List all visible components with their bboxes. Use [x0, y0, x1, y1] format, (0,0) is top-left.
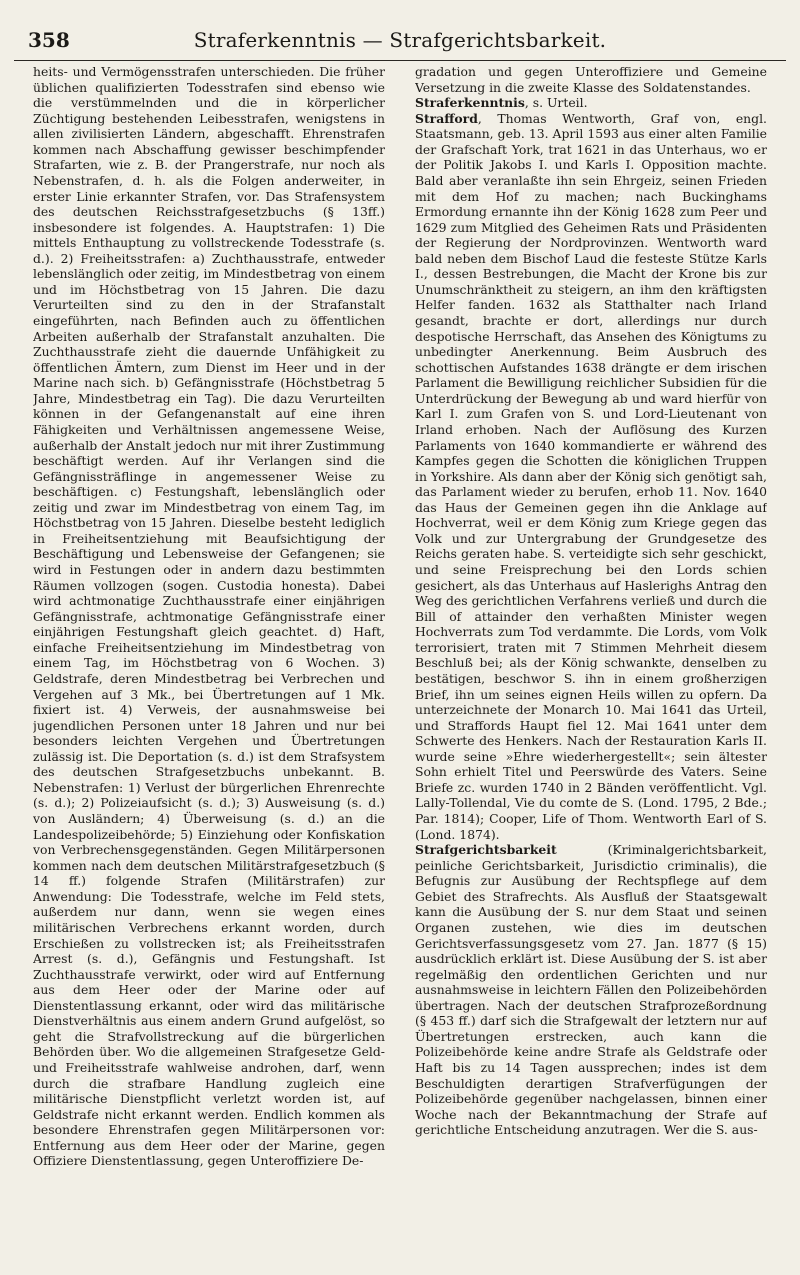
entry-body: (Kriminalgerichtsbarkeit, peinliche Gerichtsbarkeit, Jurisdictio criminalis), die Befugnis zur Ausübung der Rechtspflege auf dem Gebiet des Strafrechts. Als Ausfluß der Staatsgewalt kann die Ausübung der S. nur dem Staat und seinen Organen zustehen, wie dies im deutschen Gerichtsverfassungsgesetz vom 27. Jan. 1877 (§ 15) ausdrücklich erklärt ist. Diese Ausübung der S. ist aber regelmäßig den ordentlichen Gerichten und nur ausnahmsweise in leichtern Fällen den Polizeibehörden übertragen. Nach der deutschen Strafprozeßordnung (§ 453 ff.) darf sich die Strafgewalt der letztern nur auf Übertretungen erstrecken, auch kann die Polizeibehörde keine andre Strafe als Geldstrafe oder Haft bis zu 14 Tagen aussprechen; indes ist dem Beschuldigten derartigen Strafverfügungen der Polizeibehörde gegenüber nachgelassen, binnen einer Woche nach der Bekanntmachung der Strafe auf gerichtliche Entscheidung anzutragen. Wer die S. aus-: [415, 842, 767, 1138]
entry-body: , Thomas Wentworth, Graf von, engl. Staatsmann, geb. 13. April 1593 aus einer alten Familie der Grafschaft York, trat 1621 in das Unterhaus, wo er der Politik Jakobs I. und Karls I. Opposition machte. Bald aber veranlaßte ihn sein Ehrgeiz, seinen Frieden mit dem Hof zu machen; nach Buckinghams Ermordung ernannte ihn der König 1628 zum Peer und 1629 zum Mitglied des Geheimen Rats und Präsidenten der Regierung der Nordprovinzen. Wentworth ward bald neben dem Bischof Laud die festeste Stütze Karls I., dessen Bestrebungen, die Macht der Krone bis zur Unumschränktheit zu steigern, an ihm den kräftigsten Helfer fanden. 1632 als Statthalter nach Irland gesandt, brachte er dort, allerdings nur durch despotische Herrschaft, das Ansehen des Königtums zu unbedingter Anerkennung. Beim Ausbruch des schottischen Aufstandes 1638 drängte er dem irischen Parlament die Bewilligung reichlicher Subsidien für die Unterdrückung der Bewegung ab und ward hierfür von Karl I. zum Grafen von S. und Lord-Lieutenant von Irland erhoben. Nach der Auflösung des Kurzen Parlaments von 1640 kommandierte er während des Kampfes gegen die Schotten die königlichen Truppen in Yorkshire. Als dann aber der König sich genötigt sah, das Parlament wieder zu berufen, erhob 11. Nov. 1640 das Haus der Gemeinen gegen ihn die Anklage auf Hochverrat, weil er dem König zum Kriege gegen das Volk und zur Untergrabung der Grundgesetze des Reichs geraten habe. S. verteidigte sich sehr geschickt, und seine Freisprechung bei den Lords schien gesichert, als das Unterhaus auf Haslerighs Antrag den Weg des gerichtlichen Verfahrens verließ und durch die Bill of attainder den verhaßten Minister wegen Hochverrats zum Tod verdammte. Die Lords, vom Volk terrorisiert, traten mit 7 Stimmen Mehrheit diesem Beschluß bei; als der König schwankte, denselben zu bestätigen, beschwor S. ihn in einem großherzigen Brief, ihn um seines eignen Heils willen zu opfern. Da unterzeichnete der Monarch 10. Mai 1641 das Urteil, und Straffords Haupt fiel 12. Mai 1641 unter dem Schwerte des Henkers. Nach der Restauration Karls II. wurde seine »Ehre wiederhergestellt«; sein ältester Sohn erhielt Titel und Peerswürde des Vaters. Seine Briefe zc. wurden 1740 in 2 Bänden veröffentlicht. Vgl. Lally-Tollendal, Vie du comte de S. (Lond. 1795, 2 Bde.; Par. 1814); Cooper, Life of Thom. Wentworth Earl of S. (Lond. 1874).: [415, 110, 767, 842]
entry-strafgerichtsbarkeit: [415, 842, 767, 1138]
headword-straferkenntnis: Straferkenntnis: [415, 95, 525, 111]
article-text-strafe-continued: heits- und Vermögensstrafen unterschieden. Die früher üblichen qualifizierten Todesstrafen sind ebenso wie die verstümmelnden und die in körperlicher Züchtigung bestehenden Leibesstrafen, wenigstens in allen zivilisierten Ländern, abgeschafft. Ehrenstrafen kommen nach Abschaffung gewisser beschimpfender Strafarten, wie z. B. der Prangerstrafe, nur noch als Nebenstrafen, d. h. als die Folgen anderweiter, in erster Linie erkannter Strafen, vor. Das Strafensystem des deutschen Reichsstrafgesetzbuchs (§ 13ff.) insbesondere ist folgendes. A. Hauptstrafen: 1) Die mittels Enthauptung zu vollstreckende Todesstrafe (s. d.). 2) Freiheitsstrafen: a) Zuchthausstrafe, entweder lebenslänglich oder zeitig, im Mindestbetrag von einem und im Höchstbetrag von 15 Jahren. Die dazu Verurteilten sind zu den in der Strafanstalt eingeführten, nach Befinden auch zu öffentlichen Arbeiten außerhalb der Strafanstalt anzuhalten. Die Zuchthausstrafe zieht die dauernde Unfähigkeit zu öffentlichen Ämtern, zum Dienst im Heer und in der Marine nach sich. b) Gefängnisstrafe (Höchstbetrag 5 Jahre, Mindestbetrag ein Tag). Die dazu Verurteilten können in der Gefangenanstalt auf eine ihren Fähigkeiten und Verhältnissen angemessene Weise, außerhalb der Anstalt jedoch nur mit ihrer Zustimmung beschäftigt werden. Auf ihr Verlangen sind die Gefängnissträflinge in angemessener Weise zu beschäftigen. c) Festungshaft, lebenslänglich oder zeitig und zwar im Mindestbetrag von einem Tag, im Höchstbetrag von 15 Jahren. Dieselbe besteht lediglich in Freiheitsentziehung mit Beaufsichtigung der Beschäftigung und Lebensweise der Gefangenen; sie wird in Festungen oder in andern dazu bestimmten Räumen vollzogen (sogen. Custodia honesta). Dabei wird achtmonatige Zuchthausstrafe einer einjährigen Gefängnisstrafe, achtmonatige Gefängnisstrafe einer einjährigen Festungshaft gleich geachtet. d) Haft, einfache Freiheitsentziehung im Mindestbetrag von einem Tag, im Höchstbetrag von 6 Wochen. 3) Geldstrafe, deren Mindestbetrag bei Verbrechen und Vergehen auf 3 Mk., bei Übertretungen auf 1 Mk. fixiert ist. 4) Verweis, der ausnahmsweise bei jugendlichen Personen unter 18 Jahren und nur bei besonders leichten Vergehen und Übertretungen zulässig ist. Die Deportation (s. d.) ist dem Strafsystem des deutschen Strafgesetzbuchs unbekannt. B. Nebenstrafen: 1) Verlust der bürgerlichen Ehrenrechte (s. d.); 2) Polizeiaufsicht (s. d.); 3) Ausweisung (s. d.) von Ausländern; 4) Überweisung (s. d.) an die Landespolizeibehörde; 5) Einziehung oder Konfiskation von Verbrechensgegenständen. Gegen Militärpersonen kommen nach dem deutschen Militärstrafgesetzbuch (§ 14 ff.) folgende Strafen (Militärstrafen) zur Anwendung: Die Todesstrafe, welche im Feld stets, außerdem nur dann, wenn sie wegen eines militärischen Verbrechens erkannt worden, durch Erschießen zu vollstrecken ist; als Freiheitsstrafen Arrest (s. d.), Gefängnis und Festungshaft. Ist Zuchthausstrafe verwirkt, oder wird auf Entfernung aus dem Heer oder der Marine oder auf Dienstentlassung erkannt, oder wird das militärische Dienstverhältnis aus einem andern Grund aufgelöst, so geht die Strafvollstreckung auf die bürgerlichen Behörden über. Wo die allgemeinen Strafgesetze Geld- und Freiheitsstrafe wahlweise androhen, darf, wenn durch die strafbare Handlung zugleich eine militärische Dienstpflicht verletzt worden ist, auf Geldstrafe nicht erkannt werden. Endlich kommen als besondere Ehrenstrafen gegen Militärpersonen vor: Entfernung aus dem Heer oder der Marine, gegen Offiziere Dienstentlassung, gegen Unteroffiziere De-: [33, 64, 385, 1169]
headword-strafford: Strafford: [415, 110, 478, 126]
article-text-continued: gradation und gegen Unteroffiziere und Gemeine Versetzung in die zweite Klasse des Soldatenstandes.: [415, 64, 767, 95]
entry-strafford: [415, 111, 767, 842]
headword-strafgerichtsbarkeit: Strafgerichtsbarkeit: [415, 842, 557, 858]
left-column: [33, 64, 385, 1260]
running-title: Straferkenntnis — Strafgerichtsbarkeit.: [193, 28, 607, 52]
right-column: [415, 64, 767, 1260]
entry-straferkenntnis: [415, 95, 767, 111]
page-header: [14, 26, 786, 61]
page-number: 358: [28, 28, 70, 52]
entry-body: , s. Urteil.: [524, 95, 588, 111]
